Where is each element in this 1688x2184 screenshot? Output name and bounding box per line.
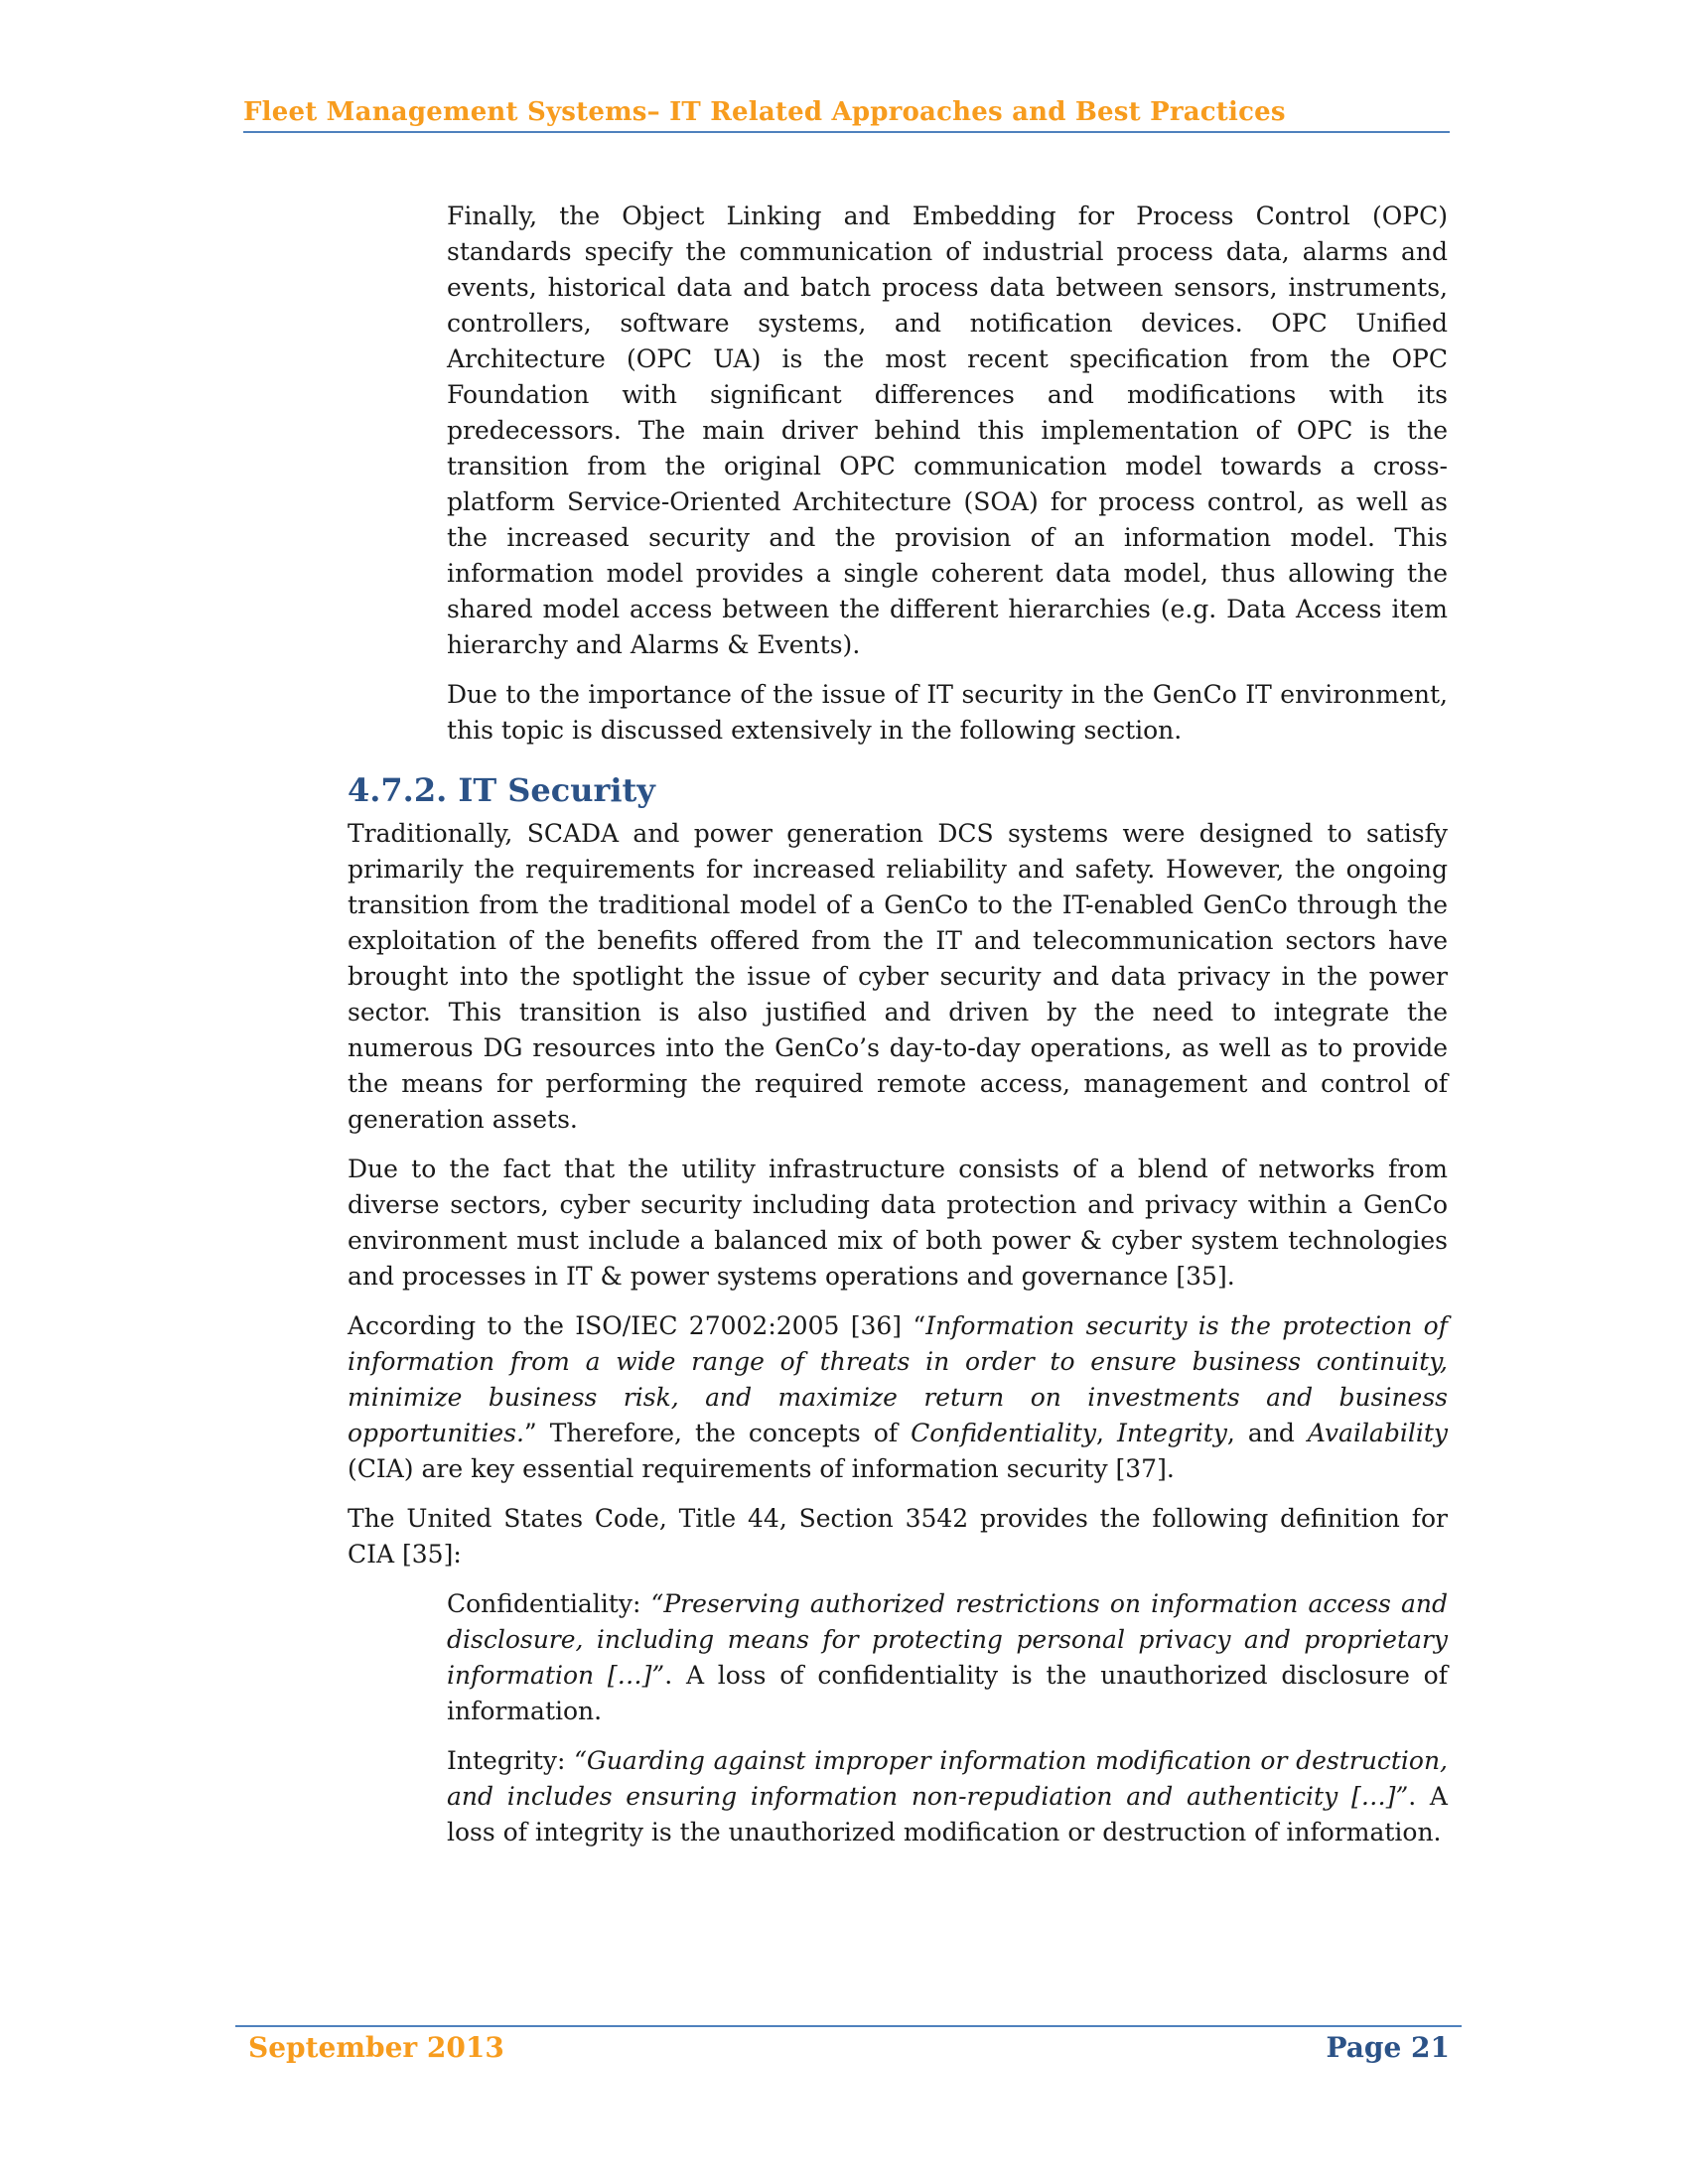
integrity-label: Integrity: bbox=[447, 1746, 575, 1775]
definition-confidentiality bbox=[447, 1586, 1448, 1729]
iso-intro: According to the ISO/IEC 27002:2005 [36] “ bbox=[348, 1311, 926, 1340]
term-availability: Availability bbox=[1307, 1419, 1449, 1447]
term-integrity: Integrity bbox=[1116, 1419, 1227, 1447]
iso-tail: (CIA) are key essential requirements of information security [37]. bbox=[348, 1454, 1175, 1483]
paragraph-it-security-importance: Due to the importance of the issue of IT security in the GenCo IT environment, this topic is discussed extensively in the following section. bbox=[447, 680, 1448, 745]
confidentiality-label: Confidentiality: bbox=[447, 1589, 651, 1618]
footer-date: September 2013 bbox=[248, 2031, 504, 2064]
iso-after-quote: ” Therefore, the concepts of bbox=[523, 1419, 912, 1447]
iso-quote: Information security is the protection of information from a wide range of threats in order to ensure business continuity, minimize business risk, and maximize return on investments and business opportunities. bbox=[348, 1311, 1448, 1447]
running-footer bbox=[235, 2025, 1462, 2064]
paragraph-iso-definition bbox=[348, 1308, 1448, 1487]
confidentiality-tail: . A loss of confidentiality is the unauthorized disclosure of information. bbox=[447, 1661, 1448, 1725]
paragraph-utility-infrastructure: Due to the fact that the utility infrastructure consists of a blend of networks from diverse sectors, cyber security including data protection and privacy within a GenCo environment must include a balanced mix of both power & cyber system technologies and processes in IT & power systems operations and governance [35]. bbox=[348, 1155, 1448, 1291]
definition-integrity bbox=[447, 1743, 1448, 1850]
running-header bbox=[243, 97, 1450, 133]
confidentiality-quote: “Preserving authorized restrictions on information access and disclosure, including means for protecting personal privacy and proprietary information […]” bbox=[447, 1589, 1448, 1690]
iso-separator-2: , and bbox=[1226, 1419, 1308, 1447]
paragraph-us-code: The United States Code, Title 44, Section 3542 provides the following definition for CIA [35]: bbox=[348, 1504, 1448, 1569]
integrity-tail: . A loss of integrity is the unauthorized modification or destruction of information. bbox=[447, 1782, 1448, 1846]
iso-separator-1: , bbox=[1096, 1419, 1117, 1447]
paragraph-traditionally: Traditionally, SCADA and power generation DCS systems were designed to satisfy primarily the requirements for increased reliability and safety. However, the ongoing transition from the traditional model of a GenCo to the IT-enabled GenCo through the exploitation of the benefits offered from the IT and telecommunication sectors have brought into the spotlight the issue of cyber security and data privacy in the power sector. This transition is also justified and driven by the need to integrate the numerous DG resources into the GenCo’s day-to-day operations, as well as to provide the means for performing the required remote access, management and control of generation assets. bbox=[348, 819, 1448, 1134]
page-number: Page 21 bbox=[1326, 2031, 1450, 2064]
integrity-quote: “Guarding against improper information modification or destruction, and includes ensuring information non-repudiation and authenticity […]” bbox=[447, 1746, 1448, 1811]
page-content bbox=[348, 199, 1448, 1864]
paragraph-opc: Finally, the Object Linking and Embedding for Process Control (OPC) standards specify the communication of industrial process data, alarms and events, historical data and batch process data between sensors, instruments, controllers, software systems, and notification devices. OPC Unified Architecture (OPC UA) is the most recent specification from the OPC Foundation with significant differences and modifications with its predecessors. The main driver behind this implementation of OPC is the transition from the original OPC communication model towards a cross-platform Service-Oriented Architecture (SOA) for process control, as well as the increased security and the provision of an information model. This information model provides a single coherent data model, thus allowing the shared model access between the different hierarchies (e.g. Data Access item hierarchy and Alarms & Events). bbox=[447, 202, 1448, 659]
document-title: Fleet Management Systems– IT Related Approaches and Best Practices bbox=[243, 97, 1286, 127]
term-confidentiality: Confidentiality bbox=[911, 1419, 1097, 1447]
section-heading: 4.7.2. IT Security bbox=[348, 771, 655, 809]
